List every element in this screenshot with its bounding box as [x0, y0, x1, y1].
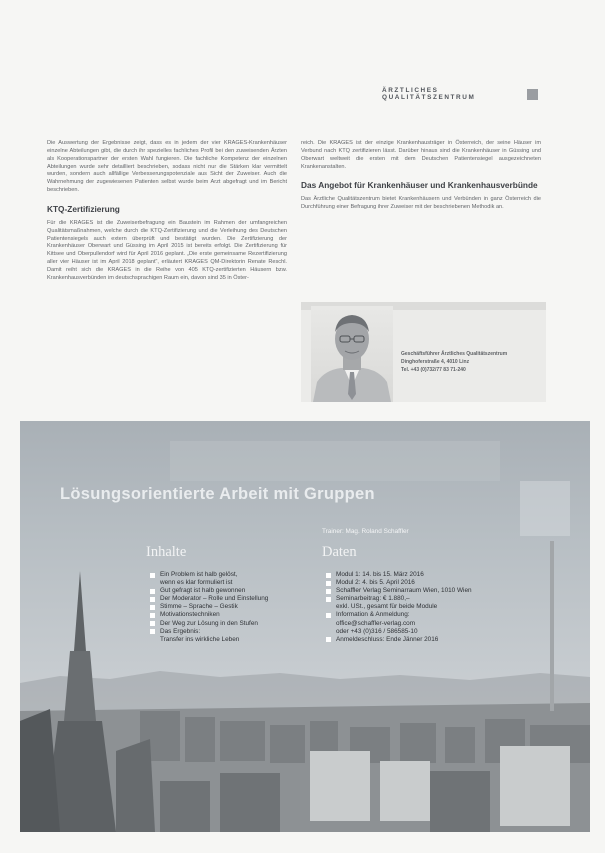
- daten-item: Anmeldeschluss: Ende Jänner 2016: [326, 636, 472, 644]
- ad-trainer: Trainer: Mag. Roland Schaffler: [322, 528, 409, 535]
- contact-address: Dinghoferstraße 4, 4010 Linz: [401, 359, 470, 365]
- inhalte-item: Gut gefragt ist halb gewonnen: [150, 587, 268, 595]
- bullet-square-icon: [326, 613, 331, 618]
- daten-item: Schaffler Verlag Seminarraum Wien, 1010 Wien: [326, 587, 472, 595]
- portrait-illustration: [311, 306, 393, 402]
- inhalte-item: wenn es klar formuliert ist: [160, 579, 233, 587]
- contact-details: [401, 350, 541, 374]
- daten-item: exkl. USt., gesamt für beide Module: [336, 603, 438, 611]
- daten-item: [326, 620, 472, 628]
- daten-item: oder +43 (0)316 / 586585-10: [336, 627, 418, 635]
- inhalte-item: Der Weg zur Lösung in den Stufen: [150, 620, 268, 628]
- daten-list: [326, 571, 472, 644]
- daten-heading: Daten: [322, 544, 357, 560]
- contact-phone: Tel. +43 (0)732/77 83 71-240: [401, 367, 466, 373]
- inhalte-item: Der Moderator – Rolle und Einstellung: [150, 595, 268, 603]
- bullet-square-icon: [150, 629, 155, 634]
- heading-angebot: Das Angebot für Krankenhäuser und Krankenhausverbünde: [301, 180, 538, 191]
- heading-ktq: KTQ-Zertifizierung: [47, 203, 120, 214]
- inhalte-list: [150, 571, 268, 644]
- right-column: [301, 140, 541, 212]
- bullet-square-icon: [150, 597, 155, 602]
- bullet-square-icon: [326, 597, 331, 602]
- contact-email-link[interactable]: office@schaffler-verlag.com: [336, 619, 416, 627]
- daten-item: Seminarbeitrag: € 1.880,–: [326, 595, 472, 603]
- running-header-bar: [527, 89, 538, 100]
- ad-title: Lösungsorientierte Arbeit mit Gruppen: [60, 485, 375, 503]
- running-header-title: ÄRZTLICHES QUALITÄTSZENTRUM: [382, 87, 476, 101]
- bullet-square-icon: [326, 589, 331, 594]
- inhalte-item: Transfer ins wirkliche Leben: [160, 635, 240, 643]
- left-column: [47, 140, 287, 283]
- inhalte-heading: Inhalte: [146, 544, 187, 560]
- inhalte-item: Das Ergebnis:: [150, 628, 268, 636]
- portrait-photo: [311, 306, 393, 402]
- bullet-square-icon: [150, 573, 155, 578]
- daten-item: Modul 1: 14. bis 15. März 2016: [326, 571, 472, 579]
- ktq-paragraph: Für die KRAGES ist die Zuweiserbefragung ein Baustein im Rahmen der umfangreichen Qualitätsmaßnahmen, welche durch die KTQ-Zertifizierung und die Verleihung des Deutschen Patientensiegels auch extern überprüft und bestätigt wurden. Die Zertifizierung der Krankenhäuser Oberwart und Güssing im April 2015 ist bereits erfolgt. Die Zertifizierung für Kittsee und Oberpullendorf wird für April 2016 geplant. „Die erste gemeinsame Rezertifizierung aller vier Häuser ist im April 2018 geplant“, erläutert KRAGES QM-Direktorin Renate Reschl. Damit reiht sich die KRAGES in die Reihe von 405 KTQ-zertifizierten Häusern bzw. Krankenhausverbünden im deutschsprachigen Raum ein, davon sind 35 in Öster-: [47, 219, 287, 281]
- bullet-square-icon: [150, 613, 155, 618]
- contact-box: [301, 302, 546, 402]
- contact-org: Geschäftsführer Ärztliches Qualitätszentrum: [401, 351, 508, 357]
- bullet-square-icon: [150, 621, 155, 626]
- intro-paragraph: Die Auswertung der Ergebnisse zeigt, dass es in jedem der vier KRAGES-Krankenhäuser einzelne Abteilungen gibt, die durch ihr spezielles fachliches Profil bei den zuweisenden Ärzten als Kooperationspartner der ersten Wahl fungieren. Die fachliche Kompetenz der einzelnen Abteilungen wurde sehr detailliert beschrieben, sodass nicht nur die Stärken klar vermittelt wurden, sondern auch allfällige Verbesserungspotenziale aus Sicht der Zuweiser. Auch die Wahrnehmung der zugewiesenen Patienten selbst wurde beim Arzt abgefragt und im Bericht beschrieben.: [47, 140, 287, 194]
- bullet-square-icon: [326, 637, 331, 642]
- angebot-paragraph: Das Ärztliche Qualitätszentrum bietet Krankenhäusern und Verbünden in ganz Österreich die Durchführung einer Befragung ihrer Zuweiser mit der beschriebenen Methodik an.: [301, 196, 541, 211]
- daten-item: Modul 2: 4. bis 5. April 2016: [326, 579, 472, 587]
- daten-item: Information & Anmeldung:: [326, 611, 472, 619]
- course-advertisement: [20, 421, 590, 832]
- bullet-square-icon: [150, 605, 155, 610]
- vienna-skyline-photo: [20, 421, 590, 832]
- bullet-square-icon: [326, 581, 331, 586]
- bullet-square-icon: [326, 573, 331, 578]
- bullet-square-icon: [150, 589, 155, 594]
- inhalte-item: Motivationstechniken: [150, 611, 268, 619]
- continuation-paragraph: reich. Die KRAGES ist der einzige Krankenhausträger in Österreich, der seine Häuser im Verbund nach KTQ zertifizieren lässt. Darüber hinaus sind die Krankenhäuser in Güssing und Oberwart weltweit die ersten mit dem Deutschen Patientensiegel ausgezeichneten Krankenanstalten.: [301, 140, 541, 170]
- inhalte-item: Stimme – Sprache – Gestik: [150, 603, 268, 611]
- running-header: [382, 88, 538, 100]
- inhalte-item: Ein Problem ist halb gelöst,: [150, 571, 268, 579]
